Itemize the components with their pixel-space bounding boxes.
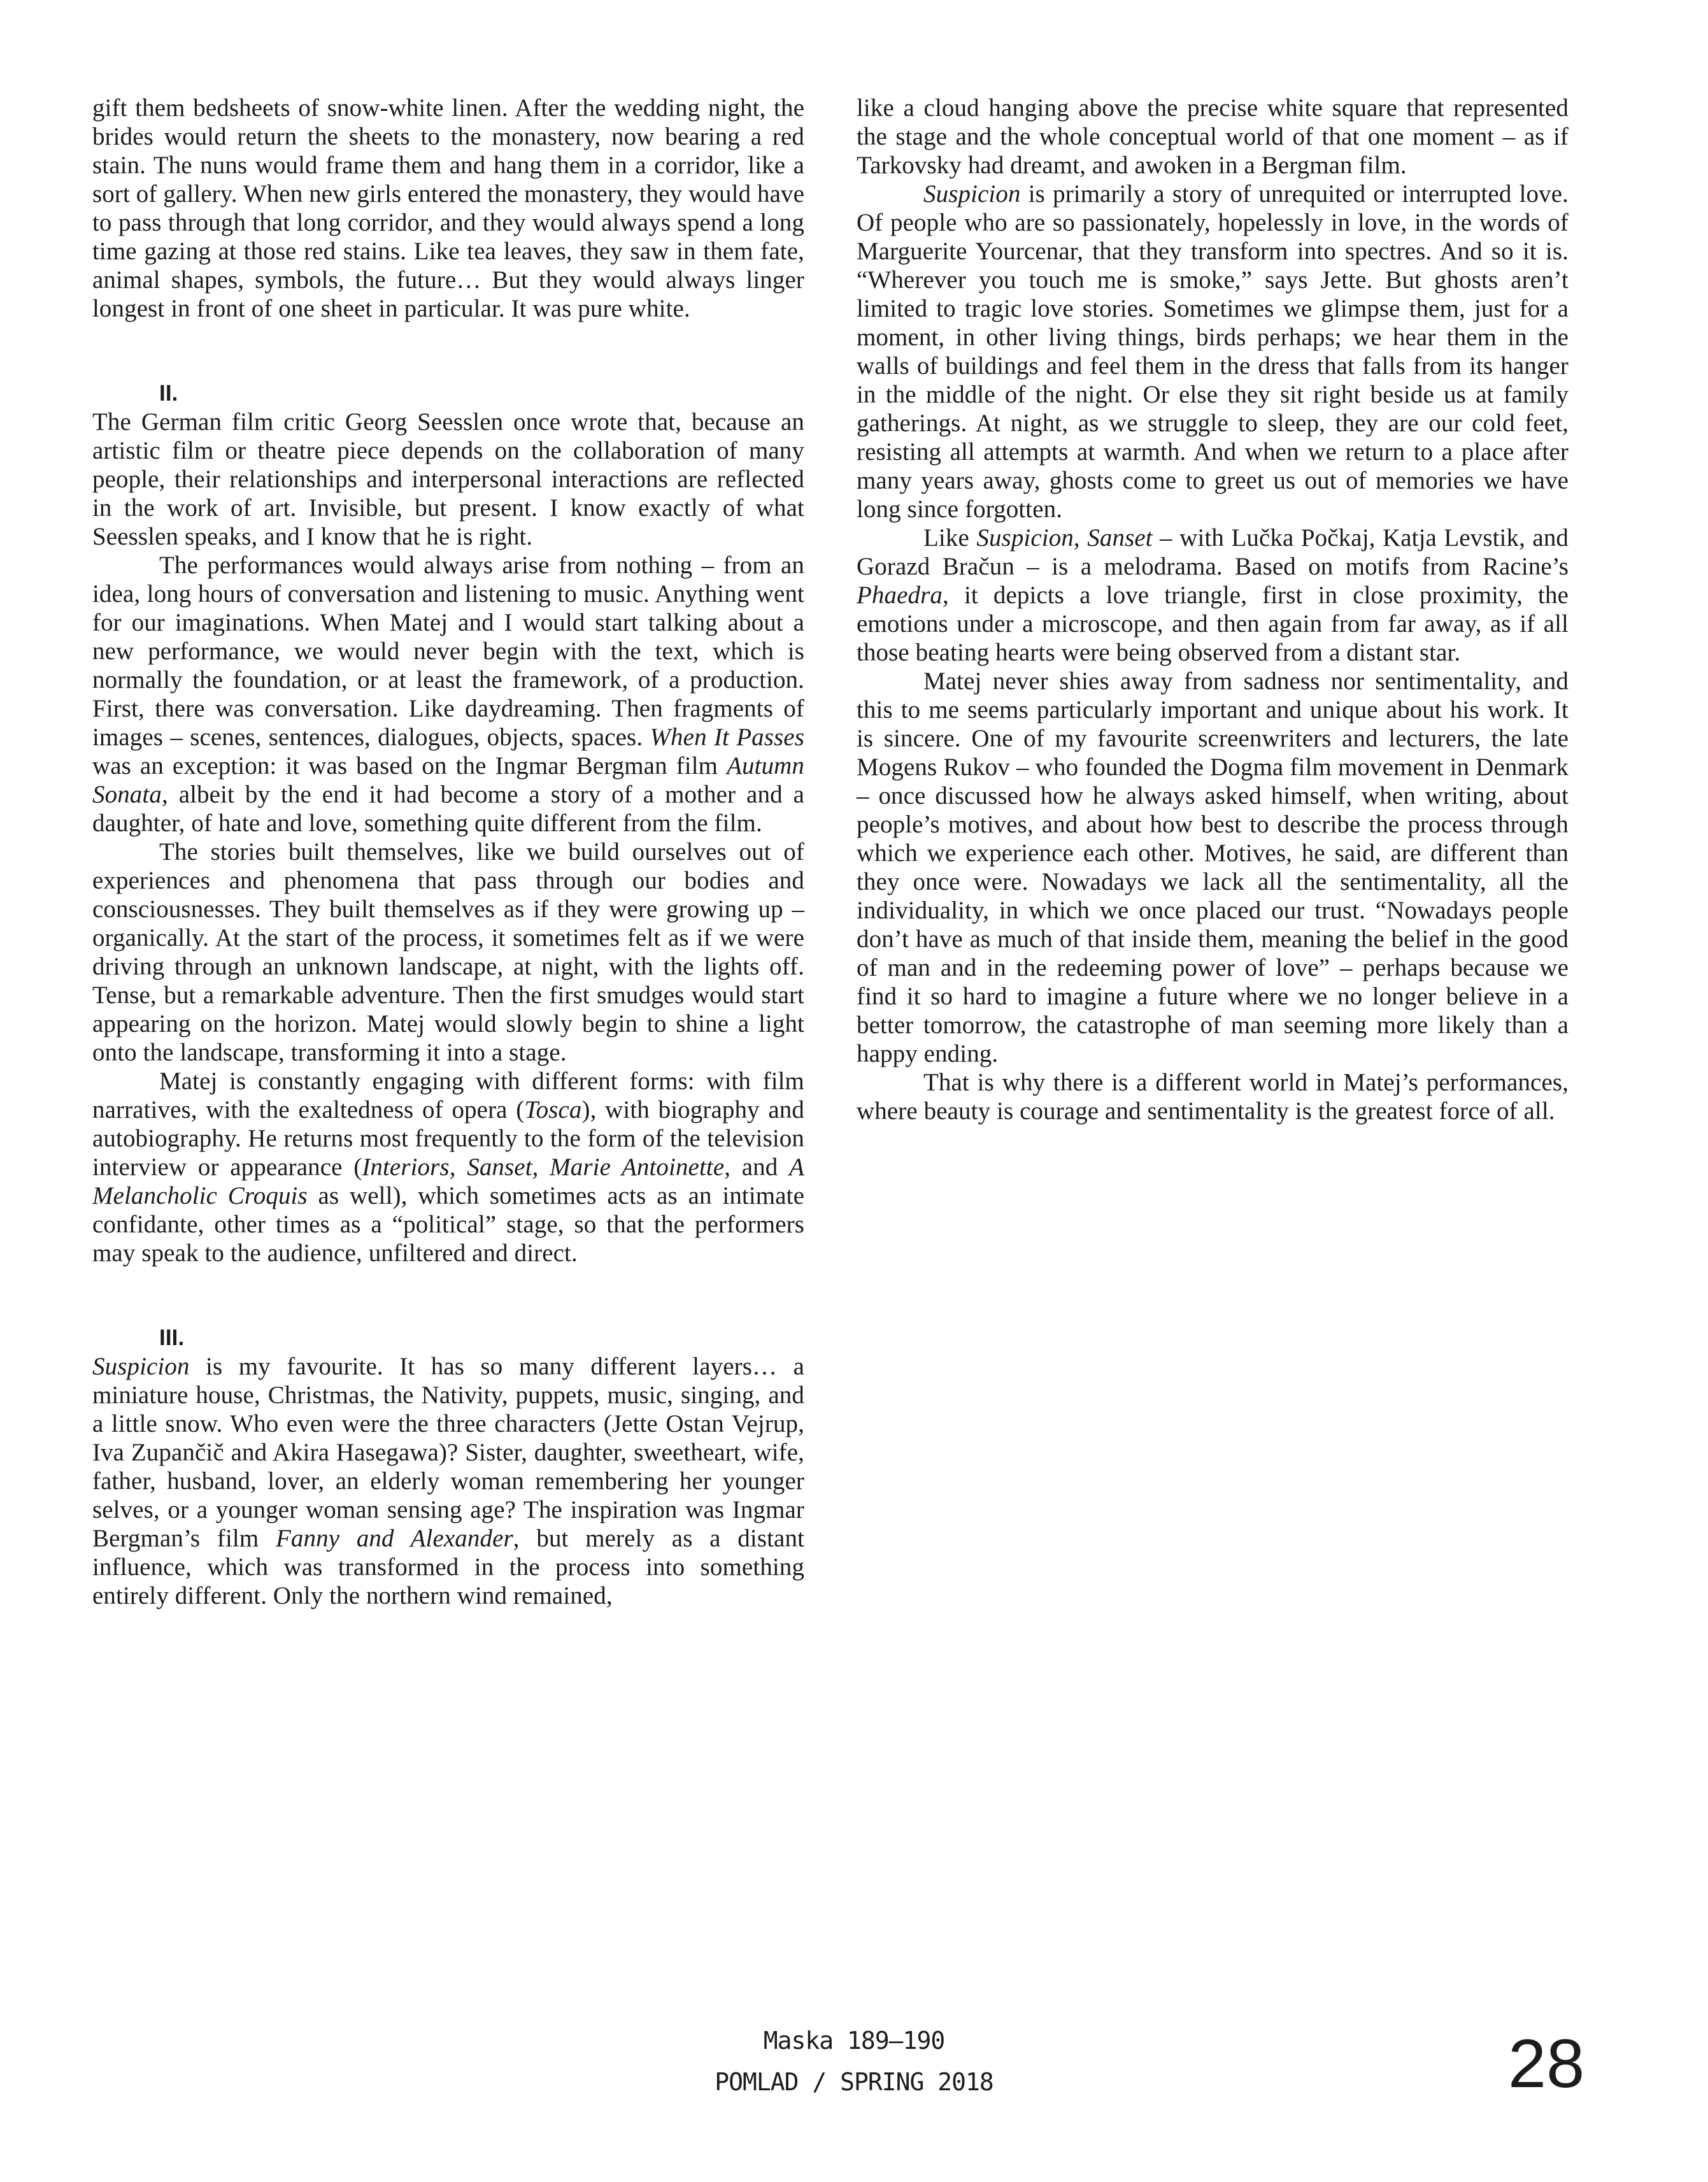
body-text: , [1073,524,1088,552]
paragraph [92,1352,804,1610]
body-text: is primarily a story of unrequited or interrupted love. Of people who are so passionately, hopelessly in love, in the words of Marguerite Yourcenar, that they transform into spectres. And so it is. “Wherever you touch me is smoke,” says Jette. But ghosts aren’t limited to tragic love stories. Sometimes we glimpse them, just for a moment, in other living things, birds perhaps; we hear them in the walls of buildings and feel them in the dress that falls from its hanger in the middle of the night. Or else they sit right beside us at family gatherings. At night, as we struggle to sleep, they are our cold feet, resisting all attempts at warmth. And when we return to a place after many years away, ghosts come to greet us out of memories we have long since forgotten. [857,180,1569,523]
body-text: , and [724,1153,790,1181]
italic-title-text: Fanny and Alexander [275,1525,513,1552]
body-text: is my favourite. It has so many different layers… a miniature house, Christmas, the Nativity, puppets, music, singing, and a little snow. Who even were the three characters (Jette Ostan Vejrup, Iva Zupančič and Akira Hasegawa)? Sister, daughter, sweetheart, wife, father, husband, lover, an elderly woman remembering her younger selves, or a younger woman sensing age? The inspiration was Ingmar Bergman’s film [92,1353,804,1552]
body-text: gift them bedsheets of snow-white linen. After the wedding night, the brides would return the sheets to the monastery, now bearing a red stain. The nuns would frame them and hang them in a corridor, like a sort of gallery. When new girls entered the monastery, they would have to pass through that long corridor, and they would always spend a long time gazing at those red stains. Like tea leaves, they saw in them fate, animal shapes, symbols, the future… But they would always linger longest in front of one sheet in particular. It was pure white. [92,94,804,322]
paragraph [857,180,1569,524]
italic-title-text: Phaedra [857,581,943,609]
body-text: like a cloud hanging above the precise white square that represented the stage and the whole conceptual world of that one moment – as if Tarkovsky had dreamt, and awoken in a Bergman film. [857,94,1569,179]
footer-season-line: POMLAD / SPRING 2018 [715,2068,993,2096]
paragraph [92,1067,804,1267]
paragraph [92,838,804,1067]
paragraph [92,94,804,323]
page-footer [0,2020,1708,2103]
body-text: The performances would always arise from nothing – from an idea, long hours of conversation and listening to music. Anything went for our imaginations. When Matej and I would start talking about a new performance, we would never begin with the text, which is normally the foundation, or at least the framework, of a production. First, there was conversation. Like daydreaming. Then fragments of images – scenes, sentences, dialogues, objects, spaces. [92,552,804,751]
body-text: , albeit by the end it had become a story of a mother and a daughter, of hate and love, something quite different from the film. [92,781,804,837]
footer-journal-line: Maska 189–190 [763,2027,945,2055]
italic-title-text: A Melancholic Croquis [92,1153,804,1209]
section-heading: III. [159,1325,185,1350]
italic-title-text: When It Passes [650,724,804,751]
italic-title-text: Suspicion [92,1353,190,1380]
italic-title-text: Autumn Sonata [92,752,804,808]
paragraph [92,551,804,838]
body-text: Like [923,524,977,552]
column-right [857,94,1569,1125]
body-text: The German film critic Georg Seesslen once wrote that, because an artistic film or theatre piece depends on the collaboration of many people, their relationships and interpersonal interactions are reflected in the work of art. Invisible, but present. I know exactly of what Seesslen speaks, and I know that he is right. [92,408,804,550]
column-left [92,94,804,1610]
italic-title-text: Tosca [524,1096,582,1123]
body-text: The stories built themselves, like we build ourselves out of experiences and phenomena that pass through our bodies and consciousnesses. They built themselves as if they were growing up – organically. At the start of the process, it sometimes felt as if we were driving through an unknown landscape, at night, with the lights off. Tense, but a remarkable adventure. Then the first smudges would start appearing on the horizon. Matej would slowly begin to shine a light onto the landscape, transforming it into a stage. [92,838,804,1066]
body-text: Matej never shies away from sadness nor sentimentality, and this to me seems particularly important and unique about his work. It is sincere. One of my favourite screenwriters and lecturers, the late Mogens Rukov – who founded the Dogma film movement in Denmark – once discussed how he always asked himself, when writing, about people’s motives, and about how best to describe the process through which we experience each other. Motives, he said, are different than they once were. Nowadays we lack all the sentimentality, all the individuality, in which we once placed our trust. “Nowadays people don’t have as much of that inside them, meaning the belief in the good of man and in the redeeming power of love” – perhaps because we find it so hard to imagine a future where we no longer believe in a better tomorrow, the catastrophe of man seeming more likely than a happy ending. [857,667,1569,1067]
body-text: was an exception: it was based on the Ingmar Bergman film [92,752,727,780]
italic-title-text: Suspicion [976,524,1074,552]
italic-title-text: Suspicion [923,180,1021,208]
body-text: as well), which sometimes acts as an intimate confidante, other times as a “political” stage, so that the performers may speak to the audience, unfiltered and direct. [92,1182,804,1267]
italic-title-text: Sanset [1087,524,1153,552]
paragraph [857,1068,1569,1125]
page-number: 28 [1508,2025,1585,2102]
body-text: , it depicts a love triangle, first in close proximity, the emotions under a microscope, and then again from far away, as if all those beating hearts were being observed from a distant star. [857,581,1569,666]
body-text: ), with biography and autobiography. He returns most frequently to the form of the television interview or appearance ( [92,1096,804,1181]
paragraph [857,667,1569,1068]
body-text: , but merely as a distant influence, which was transformed in the process into something entirely different. Only the northern wind remained, [92,1525,804,1609]
body-text: That is why there is a different world in Matej’s performances, where beauty is courage and sentimentality is the greatest force of all. [857,1069,1569,1125]
paragraph [92,408,804,551]
italic-title-text: Interiors, Sanset, Marie Antoinette [362,1153,725,1181]
paragraph [857,94,1569,180]
paragraph [857,524,1569,667]
body-text: Matej is constantly engaging with different forms: with film narratives, with the exaltedness of opera ( [92,1067,804,1123]
body-text: – with Lučka Počkaj, Katja Levstik, and Gorazd Bračun – is a melodrama. Based on motifs from Racine’s [857,524,1569,580]
section-heading: II. [159,381,178,406]
